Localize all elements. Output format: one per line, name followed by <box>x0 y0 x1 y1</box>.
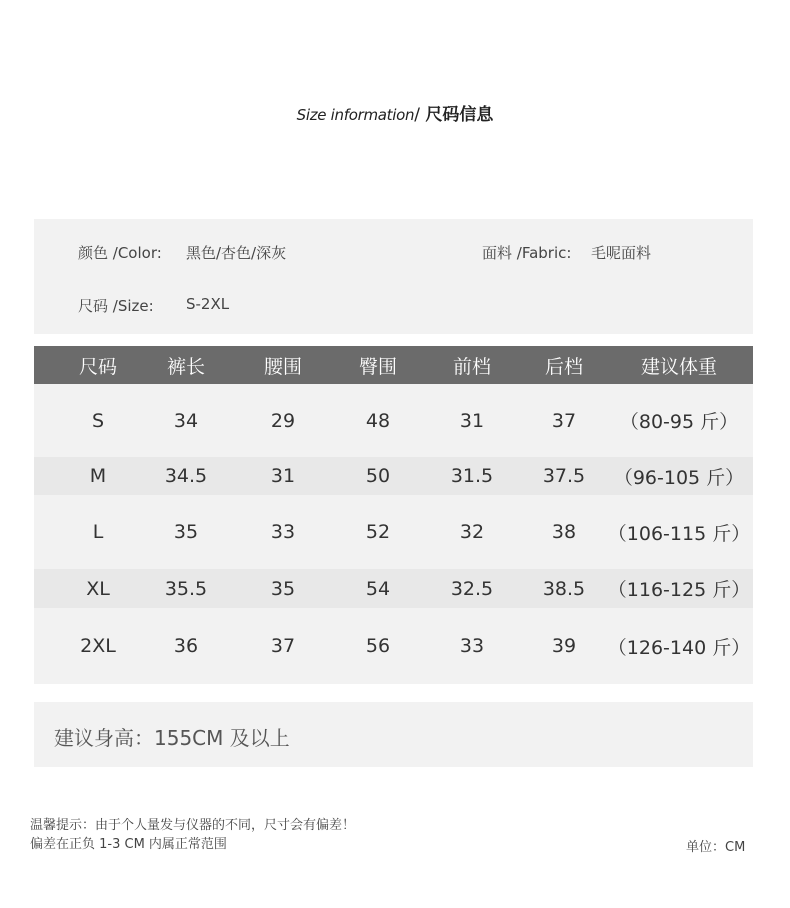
cell-size: M <box>89 465 107 487</box>
cell-back-rise: 38.5 <box>542 577 586 600</box>
size-value: S-2XL <box>186 295 230 313</box>
unit-note: 单位：CM <box>686 840 746 855</box>
tip-note-line2: 偏差在正负 1-3 CM 内属正常范围 <box>30 837 227 852</box>
cell-waist: 37 <box>270 635 296 657</box>
cell-waist: 31 <box>270 465 296 487</box>
cell-length: 34 <box>173 409 199 432</box>
table-row <box>34 495 753 569</box>
cell-front-rise: 32 <box>459 521 485 543</box>
cell-back-rise: 38 <box>551 521 577 543</box>
cell-size: L <box>92 521 104 543</box>
page-title <box>0 100 790 125</box>
header-size: 尺码 <box>78 355 117 378</box>
fabric-value: 毛呢面料 <box>591 244 652 262</box>
cell-length: 34.5 <box>164 465 208 487</box>
table-row <box>34 384 753 457</box>
recommended-height-box <box>34 702 753 767</box>
cell-size: XL <box>86 577 110 600</box>
recommended-height-text: 建议身高：155CM 及以上 <box>54 726 290 750</box>
cell-waist: 33 <box>270 521 296 543</box>
cell-hip: 52 <box>365 521 391 543</box>
cell-hip: 48 <box>365 409 391 432</box>
cell-weight: （80-95 斤） <box>619 411 739 433</box>
header-hip: 臀围 <box>358 355 397 378</box>
table-row <box>34 457 753 495</box>
tip-note-line1: 温馨提示：由于个人量发与仪器的不同，尺寸会有偏差！ <box>30 818 356 833</box>
table-row <box>34 569 753 608</box>
cell-hip: 56 <box>365 635 391 657</box>
header-front-rise: 前档 <box>452 355 491 378</box>
header-waist: 腰围 <box>263 355 302 378</box>
header-weight: 建议体重 <box>640 355 717 378</box>
cell-front-rise: 33 <box>459 635 485 657</box>
cell-back-rise: 37.5 <box>542 465 586 487</box>
cell-front-rise: 31.5 <box>450 465 494 487</box>
color-value: 黑色/杏色/深灰 <box>186 244 287 262</box>
cell-hip: 50 <box>365 465 391 487</box>
cell-weight: （96-105 斤） <box>613 466 745 489</box>
header-back-rise: 后档 <box>544 355 583 378</box>
cell-waist: 35 <box>270 577 296 600</box>
cell-back-rise: 37 <box>551 409 577 432</box>
cell-back-rise: 39 <box>551 635 577 657</box>
cell-weight: （126-140 斤） <box>607 636 751 659</box>
cell-hip: 54 <box>365 577 391 600</box>
cell-weight: （106-115 斤） <box>607 522 751 545</box>
fabric-label: 面料 /Fabric: <box>482 244 572 262</box>
cell-front-rise: 32.5 <box>450 577 494 600</box>
size-table-header <box>34 346 753 384</box>
color-label: 颜色 /Color: <box>78 244 162 262</box>
size-label: 尺码 /Size: <box>78 297 154 315</box>
product-info-box <box>34 219 753 334</box>
title-english: Size information <box>296 106 415 124</box>
title-chinese: 尺码信息 <box>425 105 494 125</box>
cell-size: 2XL <box>80 635 116 657</box>
cell-length: 35 <box>173 521 199 543</box>
title-separator: / <box>414 105 426 125</box>
cell-weight: （116-125 斤） <box>607 579 751 601</box>
cell-size: S <box>91 409 105 432</box>
header-length: 裤长 <box>166 355 205 378</box>
table-row <box>34 608 753 684</box>
cell-length: 36 <box>173 635 199 657</box>
size-table <box>34 346 753 684</box>
cell-length: 35.5 <box>164 577 208 600</box>
cell-front-rise: 31 <box>459 409 485 432</box>
cell-waist: 29 <box>270 409 296 432</box>
